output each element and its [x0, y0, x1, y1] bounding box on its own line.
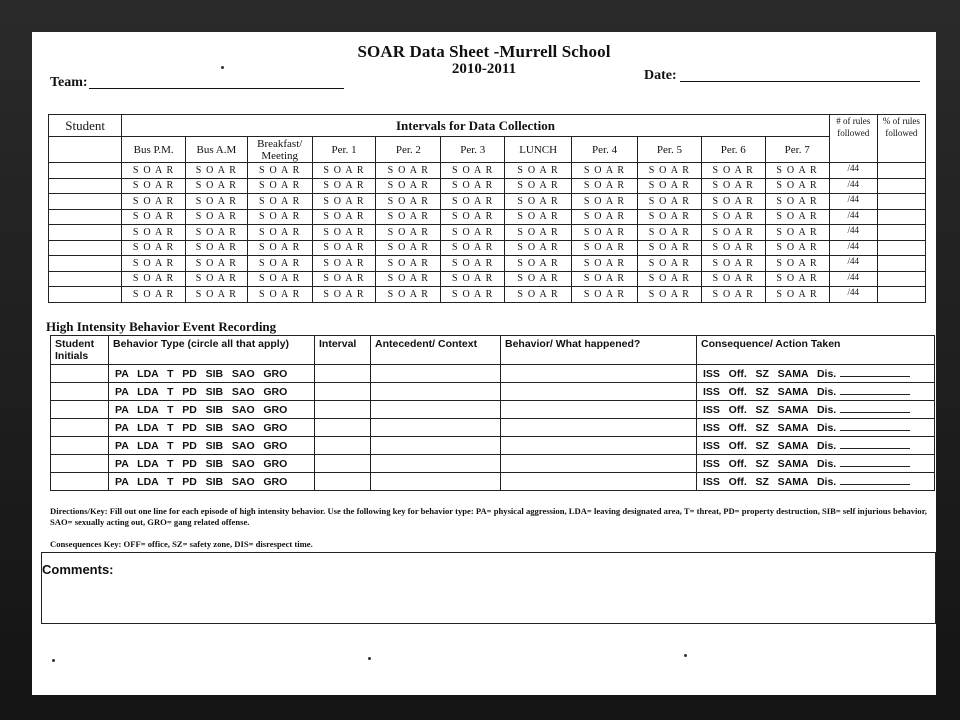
behavior-column-header: Behavior Type (circle all that apply): [109, 336, 315, 365]
soar-cell[interactable]: S O A R: [765, 271, 829, 287]
soar-cell[interactable]: S O A R: [247, 178, 312, 194]
rules-followed-header: # of rules followed: [829, 115, 877, 163]
student-name-cell[interactable]: [49, 163, 122, 179]
consequence-cell[interactable]: [697, 419, 935, 437]
student-data-row: [49, 194, 926, 210]
student-data-row: [49, 287, 926, 303]
period-header: Per. 6: [701, 137, 765, 163]
interval-cell[interactable]: [315, 365, 371, 383]
period-header: Per. 3: [441, 137, 505, 163]
consequence-cell[interactable]: [697, 473, 935, 491]
soar-cell[interactable]: S O A R: [441, 163, 505, 179]
soar-cell[interactable]: S O A R: [247, 225, 312, 241]
initials-cell[interactable]: [51, 419, 109, 437]
antecedent-cell[interactable]: [371, 401, 501, 419]
date-field-line: [680, 69, 920, 82]
scan-speck: [221, 66, 224, 69]
soar-cell[interactable]: S O A R: [312, 287, 376, 303]
soar-cell[interactable]: S O A R: [312, 256, 376, 272]
rules-followed-cell[interactable]: /44: [829, 209, 877, 225]
soar-cell[interactable]: S O A R: [505, 256, 572, 272]
period-header: Per. 1: [312, 137, 376, 163]
soar-cell[interactable]: S O A R: [441, 178, 505, 194]
consequences-key: Consequences Key: OFF= office, SZ= safety zone, DIS= disrespect time.: [50, 539, 313, 549]
period-header: Bus P.M.: [122, 137, 186, 163]
soar-cell[interactable]: S O A R: [572, 225, 638, 241]
student-header: Student: [49, 115, 122, 137]
soar-cell[interactable]: S O A R: [701, 271, 765, 287]
behavior-event-row: [51, 365, 935, 383]
soar-cell[interactable]: S O A R: [701, 163, 765, 179]
rules-followed-cell[interactable]: /44: [829, 225, 877, 241]
dis-time-line[interactable]: [840, 457, 910, 467]
student-name-cell[interactable]: [49, 225, 122, 241]
behavior-description-cell[interactable]: [501, 419, 697, 437]
soar-cell[interactable]: S O A R: [312, 271, 376, 287]
initials-cell[interactable]: [51, 473, 109, 491]
soar-cell[interactable]: S O A R: [441, 209, 505, 225]
soar-cell[interactable]: S O A R: [765, 225, 829, 241]
student-name-cell[interactable]: [49, 271, 122, 287]
consequence-options: ISS Off. SZ SAMA Dis.: [703, 386, 837, 398]
soar-cell[interactable]: S O A R: [638, 163, 702, 179]
consequence-cell[interactable]: [697, 401, 935, 419]
sheet-title: SOAR Data Sheet -Murrell School: [357, 42, 611, 61]
school-year: 2010-2011: [451, 61, 517, 77]
behavior-event-row: [51, 473, 935, 491]
soar-data-table: [48, 114, 926, 303]
initials-cell[interactable]: [51, 455, 109, 473]
soar-cell[interactable]: S O A R: [638, 240, 702, 256]
soar-cell[interactable]: S O A R: [638, 209, 702, 225]
soar-cell[interactable]: S O A R: [376, 271, 441, 287]
intervals-header: Intervals for Data Collection: [122, 115, 829, 137]
behavior-type-cell[interactable]: [109, 401, 315, 419]
soar-cell[interactable]: S O A R: [505, 194, 572, 210]
student-data-row: [49, 209, 926, 225]
percent-followed-cell[interactable]: [877, 256, 925, 272]
consequence-cell[interactable]: [697, 383, 935, 401]
soar-cell[interactable]: S O A R: [638, 287, 702, 303]
behavior-description-cell[interactable]: [501, 365, 697, 383]
percent-followed-cell[interactable]: [877, 240, 925, 256]
soar-cell[interactable]: S O A R: [638, 271, 702, 287]
behavior-description-cell[interactable]: [501, 383, 697, 401]
rules-followed-cell[interactable]: /44: [829, 163, 877, 179]
student-name-cell[interactable]: [49, 209, 122, 225]
period-header: LUNCH: [505, 137, 572, 163]
soar-cell[interactable]: S O A R: [441, 240, 505, 256]
soar-cell[interactable]: S O A R: [505, 163, 572, 179]
behavior-type-cell[interactable]: [109, 437, 315, 455]
soar-cell[interactable]: S O A R: [701, 194, 765, 210]
student-name-cell[interactable]: [49, 194, 122, 210]
behavior-description-cell[interactable]: [501, 473, 697, 491]
initials-cell[interactable]: [51, 365, 109, 383]
student-data-row: [49, 240, 926, 256]
antecedent-cell[interactable]: [371, 455, 501, 473]
dis-time-line[interactable]: [840, 403, 910, 413]
soar-cell[interactable]: S O A R: [572, 271, 638, 287]
consequence-options: ISS Off. SZ SAMA Dis.: [703, 440, 837, 452]
rules-followed-cell[interactable]: /44: [829, 256, 877, 272]
dis-time-line[interactable]: [840, 421, 910, 431]
percent-followed-header: % of rules followed: [877, 115, 925, 163]
period-header: Per. 4: [572, 137, 638, 163]
behavior-options: PA LDA T PD SIB SAO GRO: [115, 385, 288, 398]
soar-cell[interactable]: S O A R: [765, 240, 829, 256]
initials-cell[interactable]: [51, 383, 109, 401]
consequence-options: ISS Off. SZ SAMA Dis.: [703, 476, 837, 488]
rules-followed-cell[interactable]: /44: [829, 287, 877, 303]
behavior-type-cell[interactable]: [109, 455, 315, 473]
behavior-column-header: Student Initials: [51, 336, 109, 365]
behavior-options: PA LDA T PD SIB SAO GRO: [115, 439, 288, 452]
consequence-options: ISS Off. SZ SAMA Dis.: [703, 458, 837, 470]
soar-cell[interactable]: S O A R: [122, 240, 186, 256]
initials-cell[interactable]: [51, 401, 109, 419]
soar-cell[interactable]: S O A R: [572, 178, 638, 194]
dis-time-line[interactable]: [840, 385, 910, 395]
team-label: Team:: [50, 75, 88, 90]
soar-cell[interactable]: S O A R: [122, 225, 186, 241]
soar-cell[interactable]: S O A R: [638, 178, 702, 194]
soar-cell[interactable]: S O A R: [186, 194, 248, 210]
student-data-row: [49, 163, 926, 179]
soar-cell[interactable]: S O A R: [572, 287, 638, 303]
directions-key: Directions/Key: Fill out one line for each episode of high intensity behavior. Use the following key for behavior type: PA= physical aggression, LDA= leaving designated area, T= threat, PD= property destruction, SIB= self injurious behavior, SAO= sexually acting out, GRO= gang related offense.: [50, 506, 927, 527]
percent-followed-cell[interactable]: [877, 271, 925, 287]
antecedent-cell[interactable]: [371, 419, 501, 437]
interval-cell[interactable]: [315, 473, 371, 491]
antecedent-cell[interactable]: [371, 437, 501, 455]
behavior-options: PA LDA T PD SIB SAO GRO: [115, 421, 288, 434]
student-name-cell[interactable]: [49, 287, 122, 303]
behavior-description-cell[interactable]: [501, 401, 697, 419]
soar-cell[interactable]: S O A R: [505, 287, 572, 303]
period-header: Breakfast/ Meeting: [247, 137, 312, 163]
soar-cell[interactable]: S O A R: [186, 163, 248, 179]
consequence-options: ISS Off. SZ SAMA Dis.: [703, 404, 837, 416]
rules-followed-cell[interactable]: /44: [829, 194, 877, 210]
antecedent-cell[interactable]: [371, 473, 501, 491]
behavior-type-cell[interactable]: [109, 419, 315, 437]
behavior-type-cell[interactable]: [109, 365, 315, 383]
percent-followed-cell[interactable]: [877, 163, 925, 179]
soar-cell[interactable]: S O A R: [572, 256, 638, 272]
behavior-type-cell[interactable]: [109, 473, 315, 491]
soar-cell[interactable]: S O A R: [701, 287, 765, 303]
period-header: Per. 2: [376, 137, 441, 163]
soar-cell[interactable]: S O A R: [186, 225, 248, 241]
soar-cell[interactable]: S O A R: [765, 256, 829, 272]
soar-cell[interactable]: S O A R: [247, 209, 312, 225]
soar-cell[interactable]: S O A R: [247, 194, 312, 210]
behavior-section-title: High Intensity Behavior Event Recording: [46, 319, 277, 334]
soar-cell[interactable]: S O A R: [312, 178, 376, 194]
comments-label: Comments:: [42, 562, 114, 577]
soar-cell[interactable]: S O A R: [186, 271, 248, 287]
soar-cell[interactable]: S O A R: [376, 256, 441, 272]
dis-time-line[interactable]: [840, 475, 910, 485]
consequence-cell[interactable]: [697, 437, 935, 455]
soar-cell[interactable]: S O A R: [247, 271, 312, 287]
soar-cell[interactable]: S O A R: [247, 287, 312, 303]
behavior-description-cell[interactable]: [501, 455, 697, 473]
soar-cell[interactable]: S O A R: [122, 256, 186, 272]
percent-followed-cell[interactable]: [877, 225, 925, 241]
soar-cell[interactable]: S O A R: [701, 225, 765, 241]
behavior-event-row: [51, 437, 935, 455]
soar-cell[interactable]: S O A R: [701, 256, 765, 272]
soar-cell[interactable]: S O A R: [376, 287, 441, 303]
soar-cell[interactable]: S O A R: [247, 240, 312, 256]
soar-cell[interactable]: S O A R: [122, 163, 186, 179]
data-sheet-page: [32, 32, 936, 695]
soar-cell[interactable]: S O A R: [441, 225, 505, 241]
soar-cell[interactable]: S O A R: [186, 178, 248, 194]
soar-cell[interactable]: S O A R: [376, 209, 441, 225]
soar-cell[interactable]: S O A R: [638, 194, 702, 210]
student-data-row: [49, 271, 926, 287]
soar-cell[interactable]: S O A R: [122, 271, 186, 287]
soar-cell[interactable]: S O A R: [765, 209, 829, 225]
soar-cell[interactable]: S O A R: [376, 163, 441, 179]
soar-cell[interactable]: S O A R: [638, 225, 702, 241]
soar-cell[interactable]: S O A R: [505, 225, 572, 241]
behavior-event-row: [51, 419, 935, 437]
soar-cell[interactable]: S O A R: [505, 209, 572, 225]
antecedent-cell[interactable]: [371, 365, 501, 383]
soar-cell[interactable]: S O A R: [572, 240, 638, 256]
interval-cell[interactable]: [315, 419, 371, 437]
behavior-options: PA LDA T PD SIB SAO GRO: [115, 475, 288, 488]
rules-followed-cell[interactable]: /44: [829, 178, 877, 194]
student-blank-header: [49, 137, 122, 163]
date-label: Date:: [644, 68, 677, 83]
soar-cell[interactable]: S O A R: [441, 194, 505, 210]
soar-cell[interactable]: S O A R: [505, 178, 572, 194]
soar-cell[interactable]: S O A R: [505, 240, 572, 256]
behavior-event-row: [51, 383, 935, 401]
behavior-type-cell[interactable]: [109, 383, 315, 401]
student-name-cell[interactable]: [49, 240, 122, 256]
interval-cell[interactable]: [315, 401, 371, 419]
soar-cell[interactable]: S O A R: [312, 240, 376, 256]
soar-cell[interactable]: S O A R: [312, 225, 376, 241]
scan-speck: [684, 654, 687, 657]
behavior-event-row: [51, 455, 935, 473]
soar-cell[interactable]: S O A R: [122, 287, 186, 303]
soar-cell[interactable]: S O A R: [505, 271, 572, 287]
antecedent-cell[interactable]: [371, 383, 501, 401]
percent-followed-cell[interactable]: [877, 209, 925, 225]
soar-cell[interactable]: S O A R: [765, 178, 829, 194]
student-name-cell[interactable]: [49, 256, 122, 272]
dis-time-line[interactable]: [840, 367, 910, 377]
behavior-column-header: Consequence/ Action Taken: [697, 336, 935, 365]
rules-followed-cell[interactable]: /44: [829, 271, 877, 287]
soar-cell[interactable]: S O A R: [186, 240, 248, 256]
scan-speck: [52, 659, 55, 662]
soar-cell[interactable]: S O A R: [572, 194, 638, 210]
soar-cell[interactable]: S O A R: [122, 194, 186, 210]
soar-cell[interactable]: S O A R: [186, 287, 248, 303]
student-name-cell[interactable]: [49, 178, 122, 194]
consequence-options: ISS Off. SZ SAMA Dis.: [703, 368, 837, 380]
behavior-options: PA LDA T PD SIB SAO GRO: [115, 457, 288, 470]
behavior-column-header: Behavior/ What happened?: [501, 336, 697, 365]
soar-cell[interactable]: S O A R: [247, 163, 312, 179]
soar-cell[interactable]: S O A R: [765, 194, 829, 210]
soar-cell[interactable]: S O A R: [441, 256, 505, 272]
consequence-cell[interactable]: [697, 455, 935, 473]
student-data-row: [49, 178, 926, 194]
soar-cell[interactable]: S O A R: [441, 287, 505, 303]
percent-followed-cell[interactable]: [877, 178, 925, 194]
student-data-row: [49, 225, 926, 241]
soar-cell[interactable]: S O A R: [122, 209, 186, 225]
behavior-event-table: [50, 335, 935, 491]
team-field-line: [89, 76, 344, 89]
period-header: Per. 7: [765, 137, 829, 163]
behavior-column-header: Antecedent/ Context: [371, 336, 501, 365]
soar-cell[interactable]: S O A R: [572, 209, 638, 225]
rules-followed-cell[interactable]: /44: [829, 240, 877, 256]
soar-cell[interactable]: S O A R: [376, 225, 441, 241]
percent-followed-cell[interactable]: [877, 287, 925, 303]
soar-cell[interactable]: S O A R: [441, 271, 505, 287]
soar-cell[interactable]: S O A R: [312, 209, 376, 225]
soar-cell[interactable]: S O A R: [701, 240, 765, 256]
period-header: Bus A.M: [186, 137, 248, 163]
soar-cell[interactable]: S O A R: [765, 287, 829, 303]
student-data-row: [49, 256, 926, 272]
scan-speck: [368, 657, 371, 660]
behavior-description-cell[interactable]: [501, 437, 697, 455]
consequence-cell[interactable]: [697, 365, 935, 383]
initials-cell[interactable]: [51, 437, 109, 455]
consequence-options: ISS Off. SZ SAMA Dis.: [703, 422, 837, 434]
soar-cell[interactable]: S O A R: [122, 178, 186, 194]
soar-cell[interactable]: S O A R: [186, 256, 248, 272]
soar-cell[interactable]: S O A R: [701, 209, 765, 225]
dis-time-line[interactable]: [840, 439, 910, 449]
behavior-options: PA LDA T PD SIB SAO GRO: [115, 403, 288, 416]
soar-cell[interactable]: S O A R: [376, 194, 441, 210]
percent-followed-cell[interactable]: [877, 194, 925, 210]
behavior-event-row: [51, 401, 935, 419]
soar-cell[interactable]: S O A R: [701, 178, 765, 194]
soar-cell[interactable]: S O A R: [638, 256, 702, 272]
interval-cell[interactable]: [315, 455, 371, 473]
behavior-options: PA LDA T PD SIB SAO GRO: [115, 367, 288, 380]
soar-cell[interactable]: S O A R: [765, 163, 829, 179]
comments-box: [41, 552, 936, 624]
behavior-column-header: Interval: [315, 336, 371, 365]
interval-cell[interactable]: [315, 383, 371, 401]
soar-cell[interactable]: S O A R: [376, 240, 441, 256]
soar-cell[interactable]: S O A R: [186, 209, 248, 225]
period-header: Per. 5: [638, 137, 702, 163]
interval-cell[interactable]: [315, 437, 371, 455]
soar-cell[interactable]: S O A R: [312, 163, 376, 179]
soar-cell[interactable]: S O A R: [312, 194, 376, 210]
soar-cell[interactable]: S O A R: [247, 256, 312, 272]
soar-cell[interactable]: S O A R: [376, 178, 441, 194]
soar-cell[interactable]: S O A R: [572, 163, 638, 179]
